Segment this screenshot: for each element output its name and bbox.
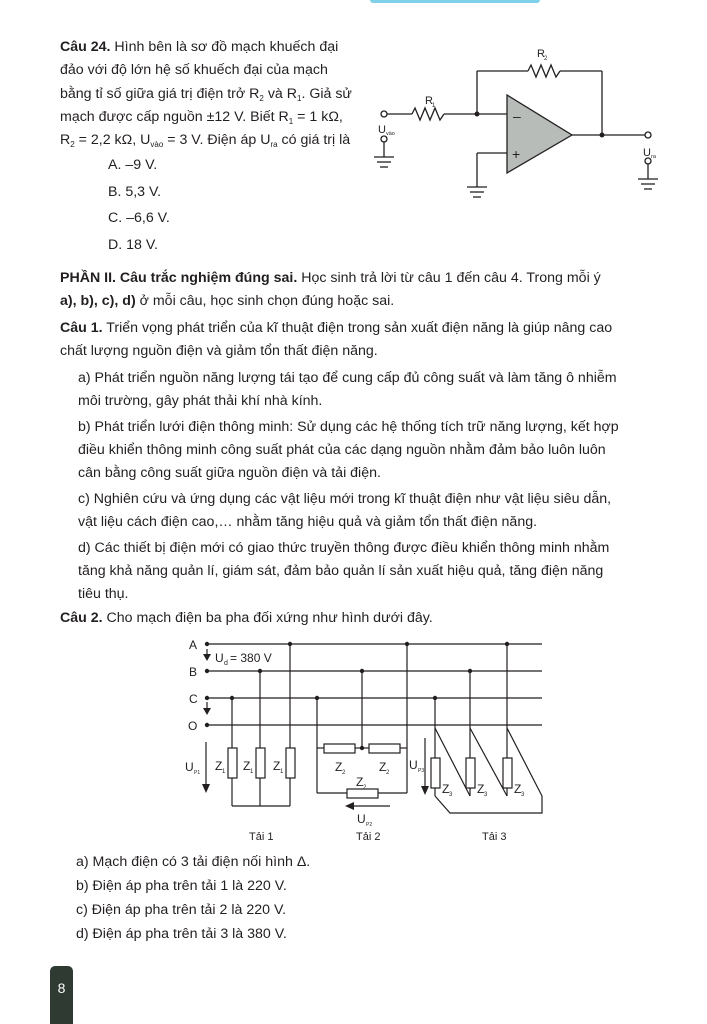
load2-label: Tải 2	[356, 831, 381, 843]
z3-label: Z	[477, 782, 485, 796]
q1-c-line1: c) Nghiên cứu và ứng dụng các vật liệu mới trong kĩ thuật điện như vật liệu siêu dẫn,	[78, 491, 612, 507]
z3-sub: 3	[521, 792, 525, 798]
ud-sub: d	[224, 660, 228, 667]
part2-title: PHẦN II. Câu trắc nghiệm đúng sai.	[60, 270, 298, 286]
q24-line5-part: R	[60, 132, 71, 148]
r2-resistor	[528, 65, 560, 77]
sub: 2	[259, 94, 264, 103]
q1-c-line2: vật liệu cách điện cao,… nhằm tăng hiệu quả và giảm tổn thất điện năng.	[78, 514, 538, 530]
load3-label: Tải 3	[482, 831, 507, 843]
page-number-tab	[50, 966, 73, 1024]
line-label-o: O	[188, 719, 198, 733]
minus-sign: –	[513, 108, 521, 124]
q24-line5-part: = 3 V. Điện áp U	[167, 132, 271, 148]
z2-sub: 2	[342, 770, 346, 776]
load1-label: Tải 1	[249, 831, 274, 843]
z1-sub: 1	[250, 769, 254, 775]
q1-b-line1: b) Phát triển lưới điện thông minh: Sử dụng các hệ thống tích trữ năng lượng, kết hợp	[78, 419, 619, 435]
part2-text: Học sinh trả lời từ câu 1 đến câu 4. Trong mỗi ý	[297, 270, 601, 286]
q24-option-d: D. 18 V.	[108, 237, 158, 253]
line-label-c: C	[189, 692, 198, 706]
ud-label: U	[215, 651, 224, 665]
three-phase-circuit-figure	[170, 630, 560, 850]
opamp-circuit-figure	[370, 35, 670, 205]
r1-sub: 1	[432, 103, 436, 109]
z3-resistor	[431, 758, 440, 788]
q24-line1	[60, 37, 338, 58]
q24-line5	[60, 130, 350, 151]
q2-a: a) Mạch điện có 3 tải điện nối hình Δ.	[76, 854, 311, 870]
r2-label: R	[537, 48, 545, 60]
up2-sub: P2	[366, 822, 373, 828]
sub: vào	[150, 140, 164, 149]
z3-label: Z	[514, 782, 522, 796]
z2-sub: 2	[386, 770, 390, 776]
z2-sub: 2	[363, 785, 367, 791]
z3-resistor	[503, 758, 512, 788]
part2-text: ở mỗi câu, học sinh chọn đúng hoặc sai.	[135, 293, 395, 309]
z1-sub: 1	[280, 769, 284, 775]
up1-sub: P1	[194, 770, 201, 776]
uin-label: U	[378, 124, 386, 136]
r1-label: R	[425, 95, 433, 107]
q2-d: d) Điện áp pha trên tải 3 là 380 V.	[76, 926, 287, 942]
page-number: 8	[57, 980, 66, 996]
up1-label: U	[185, 760, 194, 774]
q1-d-line1: d) Các thiết bị điện mới có giao thức truyền thông được điều khiển thông minh nhằm	[78, 540, 610, 556]
q24-line3	[60, 84, 352, 105]
input-terminal	[381, 111, 387, 117]
z1-resistor	[228, 748, 237, 778]
r1-resistor	[412, 108, 444, 120]
up3-label: U	[409, 758, 418, 772]
q24-line3-part: . Giả sử	[301, 86, 352, 102]
z1-label: Z	[243, 759, 251, 773]
z1-label: Z	[215, 759, 223, 773]
z2-label: Z	[379, 760, 387, 774]
z3-label: Z	[442, 782, 450, 796]
uout-sub: ra	[651, 154, 656, 160]
uin-sub: vào	[386, 131, 395, 137]
z1-resistor	[286, 748, 295, 778]
q24-option-c: C. –6,6 V.	[108, 210, 170, 226]
up3-sub: P3	[418, 768, 425, 774]
top-accent-bar	[370, 0, 540, 3]
q24-line5-part: có giá trị là	[281, 132, 351, 148]
q1-a-line1: a) Phát triển nguồn năng lượng tái tạo để cung cấp đủ công suất và làm tăng ô nhiễm	[78, 370, 617, 386]
z2-label: Z	[335, 760, 343, 774]
q1-line2: chất lượng nguồn điện và giảm tổn thất điện năng.	[60, 343, 378, 359]
sub: 1	[296, 94, 302, 103]
q24-line3-part: bằng tỉ số giữa giá trị điện trở R	[60, 86, 260, 102]
q1-a-line2: môi trường, gây phát thải khí nhà kính.	[78, 393, 323, 409]
q24-line3-part: và R	[267, 86, 297, 102]
q2-b: b) Điện áp pha trên tải 1 là 220 V.	[76, 878, 287, 894]
z1-label: Z	[273, 759, 281, 773]
q24-option-b: B. 5,3 V.	[108, 184, 162, 200]
z3-sub: 3	[449, 792, 453, 798]
q24-text: Hình bên là sơ đồ mạch khuếch đại	[114, 39, 339, 55]
line-label-a: A	[189, 638, 198, 652]
up2-label: U	[357, 812, 366, 826]
sub: 1	[288, 117, 294, 126]
line-label-b: B	[189, 665, 198, 679]
q1-d-line3: tiêu thụ.	[78, 586, 129, 602]
plus-sign: +	[512, 146, 521, 162]
q24-option-a: A. –9 V.	[108, 157, 158, 173]
q1-line1	[60, 318, 612, 339]
q24-line4-part: = 1 kΩ,	[297, 109, 343, 125]
q24-line5-part: = 2,2 kΩ, U	[78, 132, 151, 148]
q1-d-line2: tăng khả năng quản lí, giám sát, đảm bảo quản lí sản xuất hiệu quả, tăng điện năng	[78, 563, 604, 579]
z3-sub: 3	[484, 792, 488, 798]
q24-line4-part: mạch được cấp nguồn ±12 V. Biết R	[60, 109, 289, 125]
q2-c: c) Điện áp pha trên tải 2 là 220 V.	[76, 902, 287, 918]
q1-b-line3: cân bằng công suất giữa nguồn điện và tải điện.	[78, 465, 381, 481]
q2-text: Cho mạch điện ba pha đối xứng như hình dưới đây.	[102, 610, 433, 626]
uout-label: U	[643, 147, 651, 159]
q2-line1	[60, 608, 433, 629]
ud-value: = 380 V	[230, 651, 272, 665]
z1-sub: 1	[222, 769, 226, 775]
q1-label: Câu 1.	[60, 320, 103, 336]
z2-label: Z	[356, 775, 364, 789]
r2-sub: 2	[544, 56, 548, 62]
output-terminal	[645, 132, 651, 138]
z2-resistor	[324, 744, 355, 753]
q24-line2: đảo với độ lớn hệ số khuếch đại của mạch	[60, 62, 328, 78]
sub: 2	[70, 140, 75, 149]
q24-line4	[60, 107, 343, 128]
part2-intro-line1	[60, 268, 601, 289]
part2-bold: a), b), c), d)	[60, 293, 136, 309]
sub: ra	[270, 140, 278, 149]
q24-label: Câu 24.	[60, 39, 111, 55]
z2-resistor	[369, 744, 400, 753]
q1-b-line2: điều khiển thông minh công suất phát của các dạng nguồn nhằm đảm bảo luôn luôn	[78, 442, 606, 458]
part2-intro-line2	[60, 291, 394, 312]
q2-label: Câu 2.	[60, 610, 103, 626]
z1-resistor	[256, 748, 265, 778]
z3-resistor	[466, 758, 475, 788]
q1-text: Triển vọng phát triển của kĩ thuật điện trong sản xuất điện năng là giúp nâng cao	[102, 320, 613, 336]
